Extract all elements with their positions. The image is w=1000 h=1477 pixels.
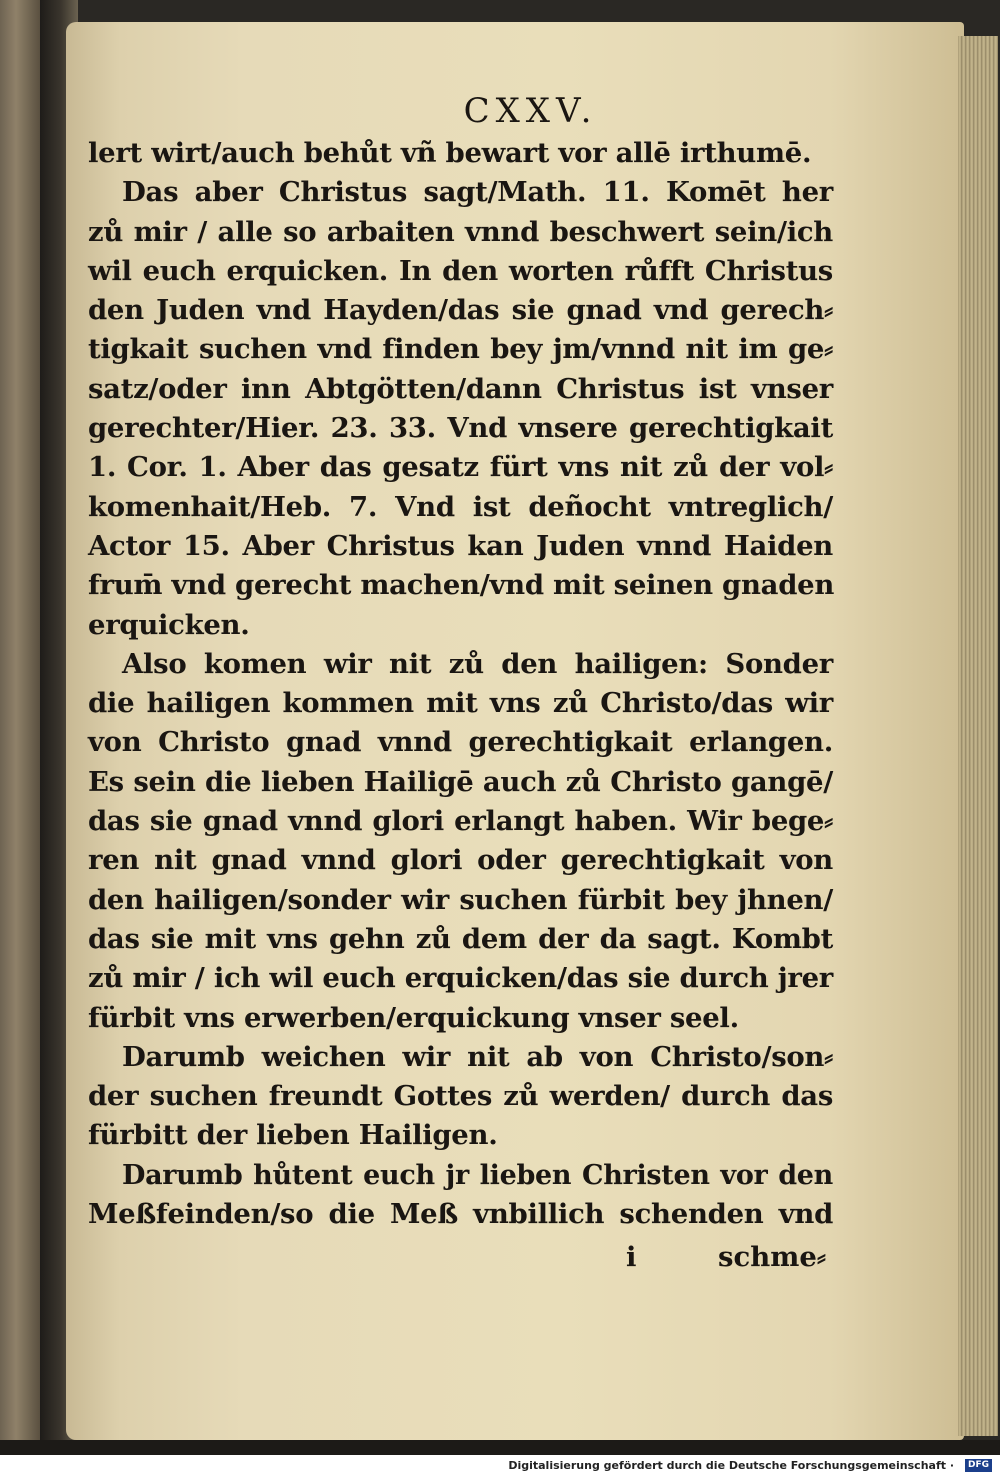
text-line: zů mir / alle so arbaiten vnnd beschwert sein/ich <box>88 215 833 248</box>
folio-number: CXXV. <box>463 91 598 131</box>
catch-line <box>88 1234 833 1280</box>
text-line: das sie mit vns gehn zů dem der da sagt. Kombt <box>88 922 833 955</box>
catchword: schme⸗ <box>718 1241 826 1274</box>
text-line: den Juden vnd Hayden/das sie gnad vnd gerech⸗ <box>88 294 833 327</box>
text-line: satz/oder inn Abtgötten/dann Christus ist vnser <box>88 372 833 405</box>
page-stack-edge <box>958 36 998 1436</box>
text-line: Darumb hůtent euch jr lieben Christen vor den <box>122 1159 833 1191</box>
text-line: die hailigen kommen mit vns zů Christo/das wir <box>88 687 833 720</box>
text-lines <box>88 134 833 1234</box>
text-line: Darumb weichen wir nit ab von Christo/son⸗ <box>122 1040 833 1073</box>
dfg-logo: DFG <box>965 1459 992 1472</box>
left-page-edge <box>0 0 40 1455</box>
text-line: Meßfeinden/so die Meß vnbillich schenden vnd <box>88 1198 833 1231</box>
text-line: komenhait/Heb. 7. Vnd ist deñocht vntreglich/ <box>88 490 833 523</box>
text-line: gerechter/Hier. 23. 33. Vnd vnsere gerechtigkait <box>88 412 833 445</box>
text-line: lert wirt/auch behůt vñ bewart vor allē irthumē. <box>88 137 812 169</box>
text-line: frum̄ vnd gerecht machen/vnd mit seinen gnaden <box>88 569 835 602</box>
bottom-shadow <box>0 1440 1000 1455</box>
text-line: fürbit vns erwerben/erquickung vnser seel. <box>88 1001 739 1034</box>
text-line: zů mir / ich wil euch erquicken/das sie durch jrer <box>88 962 833 995</box>
text-line: Also komen wir nit zů den hailigen: Sonder <box>122 647 833 680</box>
text-line: tigkait suchen vnd finden bey jm/vnnd nit im ge⸗ <box>88 333 833 366</box>
text-line: das sie gnad vnnd glori erlangt haben. Wir bege⸗ <box>88 805 833 838</box>
text-line: wil euch erquicken. In den worten růfft Christus <box>88 254 833 287</box>
footer-bar <box>0 1455 1000 1477</box>
signature-mark: i <box>626 1241 637 1274</box>
text-line: Es sein die lieben Hailigē auch zů Christo gangē/ <box>88 765 833 798</box>
footer-credit: Digitalisierung gefördert durch die Deutsche Forschungsgemeinschaft · <box>508 1459 954 1472</box>
text-block <box>88 88 833 1280</box>
text-line: erquicken. <box>88 608 250 641</box>
text-line: Actor 15. Aber Christus kan Juden vnnd Haiden <box>88 529 833 562</box>
text-line: den hailigen/sonder wir suchen fürbit bey jhnen/ <box>88 883 833 916</box>
text-line: 1. Cor. 1. Aber das gesatz fürt vns nit zů der vol⸗ <box>88 451 833 484</box>
text-line: fürbitt der lieben Hailigen. <box>88 1119 498 1152</box>
text-line: Das aber Christus sagt/Math. 11. Komēt her <box>122 176 833 209</box>
text-line: ren nit gnad vnnd glori oder gerechtigkait von <box>88 844 833 877</box>
text-line: der suchen freundt Gottes zů werden/ durch das <box>88 1080 833 1113</box>
text-line: von Christo gnad vnnd gerechtigkait erlangen. <box>88 726 833 759</box>
